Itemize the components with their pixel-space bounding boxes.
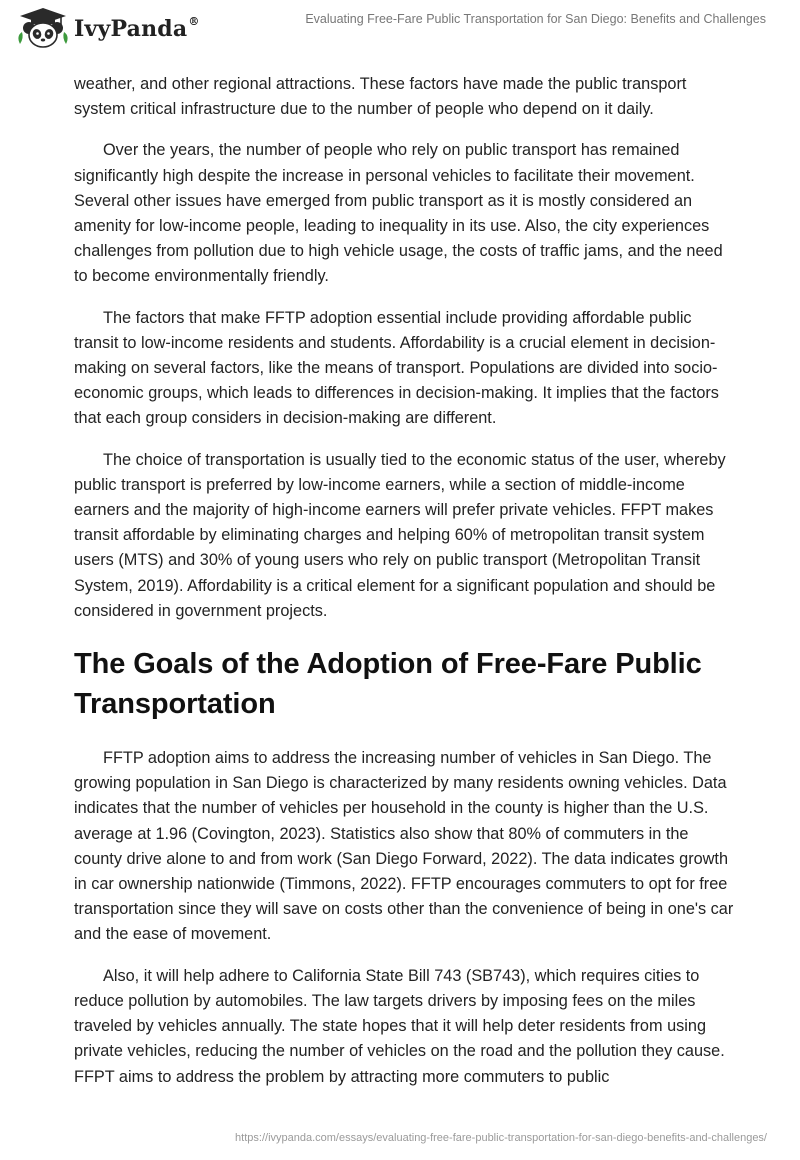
paragraph: The factors that make FFTP adoption essential include providing affordable public transit to low-income residents and students. Affordability is a crucial element in decision-making on several factors, like the means of transport. Populations are divided into socio-economic groups, which leads to differences in decision-making. It implies that the factors that each group considers in decision-making are different. [74,308,719,428]
panda-graduation-cap-icon [14,6,72,50]
section-heading: The Goals of the Adoption of Free-Fare Public Transportation [74,648,702,721]
paragraph: The choice of transportation is usually tied to the economic status of the user, whereby public transport is preferred by low-income earners, while a section of middle-income earners and the majority of high-income earners will prefer private vehicles. FFPT makes transit affordable by eliminating charges and helping 60% of metropolitan transit system users (MTS) and 30% of young users who rely on public transport (Metropolitan Transit System, 2019). Affordability is a critical element for a significant population and should be considered in government projects. [74,450,726,620]
essay-content [74,72,734,1106]
source-url[interactable]: https://ivypanda.com/essays/evaluating-free-fare-public-transportation-for-san-diego-benefits-and-challenges/ [235,1132,767,1144]
registered-mark: ® [188,14,200,28]
logo-wordmark: IvyPanda® [74,14,200,42]
paragraph: FFTP adoption aims to address the increasing number of vehicles in San Diego. The growing population in San Diego is characterized by many residents owning vehicles. Data indicates that the number of vehicles per household in the county is higher than the U.S. average at 1.96 (Covington, 2023). Statistics also show that 80% of commuters in the county drive alone to and from work (San Diego Forward, 2022). The data indicates growth in car ownership nationwide (Timmons, 2022). FFTP encourages commuters to opt for free transportation since they will save on costs other than the convenience of being in one's car and the ease of movement. [74,749,734,944]
paragraph: weather, and other regional attractions. These factors have made the public transport system critical infrastructure due to the number of people who depend on it daily. [74,75,687,119]
paragraph: Over the years, the number of people who rely on public transport has remained significantly high despite the increase in personal vehicles to facilitate their movement. Several other issues have emerged from public transport as it is mostly considered an amenity for low-income people, leading to inequality in its use. Also, the city experiences challenges from pollution due to high vehicle usage, the costs of traffic jams, and the need to become environmentally friendly. [74,141,723,286]
document-title: Evaluating Free-Fare Public Transportation for San Diego: Benefits and Challenges [305,12,766,26]
ivypanda-logo[interactable] [14,6,200,50]
paragraph: Also, it will help adhere to California State Bill 743 (SB743), which requires cities to reduce pollution by automobiles. The law targets drivers by imposing fees on the miles traveled by vehicles annually. The state hopes that it will help deter residents from using private vehicles, reducing the number of vehicles on the road and the pollution they cause. FFPT aims to address the problem by attracting more commuters to public [74,966,725,1086]
page-header [0,0,800,52]
